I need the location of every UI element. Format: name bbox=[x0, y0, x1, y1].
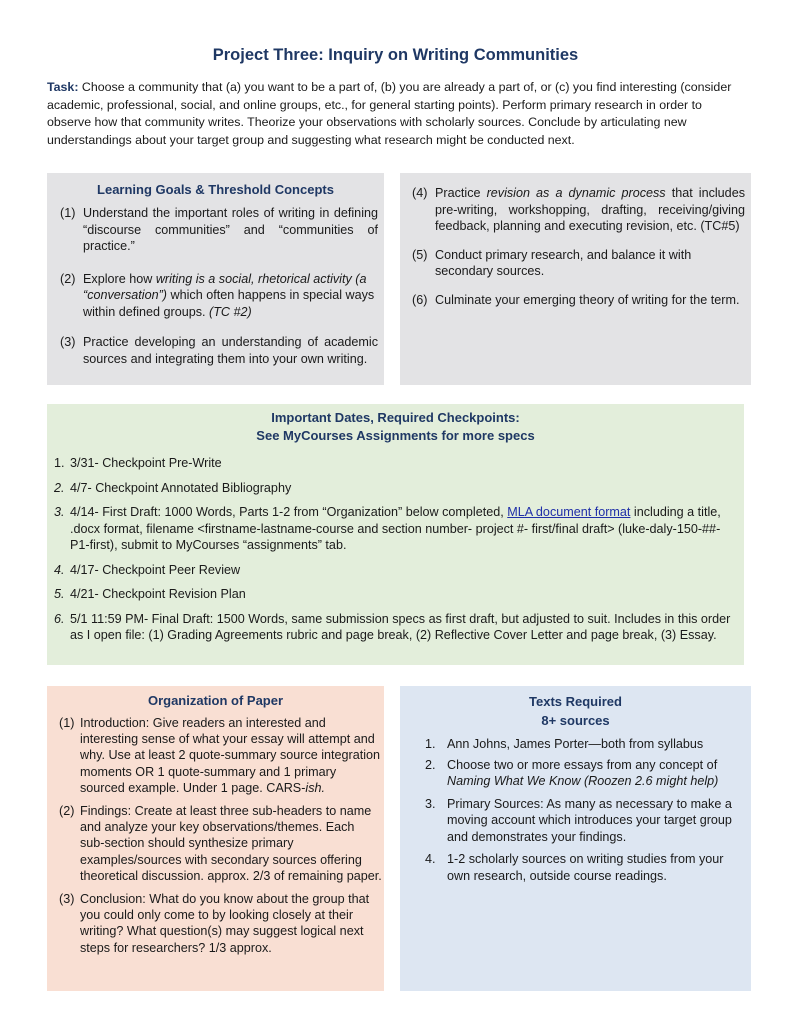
text-item-3: 3. Primary Sources: As many as necessary to make a moving account which introduces your target group and demonstrates your findings. bbox=[425, 796, 732, 844]
dates-heading: Important Dates, Required Checkpoints: bbox=[271, 410, 520, 425]
goal-6: (6) Culminate your emerging theory of writing for the term. bbox=[412, 292, 740, 307]
goal-3: (3) Practice developing an understanding of academic sources and integrating them into your own writing. bbox=[60, 335, 378, 366]
text-item-2: 2. Choose two or more essays from any concept of Naming What We Know (Roozen 2.6 might help) bbox=[425, 757, 719, 788]
organization-heading: Organization of Paper bbox=[147, 693, 284, 708]
organization-item-1: (1) Introduction: Give readers an interested and interesting sense of what your essay will attempt and why. Use at least 2 quote-summary source integration moments OR 1 quote-summary and 1 primary sourced example. Under 1 page. CARS-ish. bbox=[59, 716, 381, 795]
date-item-2: 2. 4/7- Checkpoint Annotated Bibliography bbox=[54, 480, 292, 495]
date-item-4: 4. 4/17- Checkpoint Peer Review bbox=[54, 562, 241, 577]
goal-5: (5) Conduct primary research, and balance it with secondary sources. bbox=[412, 247, 692, 278]
organization-item-2: (2) Findings: Create at least three sub-headers to name and analyze your key observations/themes. Each sub-section should synthesize primary examples/sources with secondary sources offering theoretical discussion. approx. 2/3 of remaining paper. bbox=[59, 804, 382, 883]
date-item-5: 5. 4/21- Checkpoint Revision Plan bbox=[54, 587, 246, 601]
page-title: Project Three: Inquiry on Writing Communities bbox=[212, 46, 579, 64]
texts-subheading: 8+ sources bbox=[541, 713, 610, 728]
task-paragraph bbox=[47, 79, 747, 149]
organization-item-3: (3) Conclusion: What do you know about the group that you could only come to by looking closely at their writing? What question(s) may suggest logical next steps for researchers? 1/3 approx. bbox=[59, 892, 370, 955]
text-item-1: 1. Ann Johns, James Porter—both from syllabus bbox=[425, 737, 704, 751]
date-item-3: 3. 4/14- First Draft: 1000 Words, Parts 1-2 from “Organization” below completed, MLA document format including a title, .docx format, filename <firstname-lastname-course and section number- project #- first/final draft> (luke-daly-150-##-P1-first), submit to MyCourses “assignments” tab. bbox=[54, 505, 721, 552]
goal-4: (4) Practice revision as a dynamic process that includes pre-writing, workshopping, drafting, receiving/giving feedback, planning and executing revision, etc. (TC#5) bbox=[412, 186, 745, 233]
text-item-4: 4. 1-2 scholarly sources on writing studies from your own research, outside course readings. bbox=[425, 852, 724, 883]
organization-box bbox=[47, 686, 384, 991]
learning-goals-continued-box bbox=[400, 173, 751, 385]
date-item-6: 6. 5/1 11:59 PM- Final Draft: 1500 Words, same submission specs as first draft, but adjusted to suit. Includes in this order as I open file: (1) Grading Agreements rubric and page break, (2) Reflective Cover Letter and page break, (3) Essay. bbox=[54, 611, 731, 642]
learning-goals-heading: Learning Goals & Threshold Concepts bbox=[97, 182, 334, 197]
goal-2: (2) Explore how writing is a social, rhetorical activity (a “conversation”) which often happens in special ways within defined groups. (TC #2) bbox=[60, 271, 375, 319]
important-dates-box bbox=[47, 404, 744, 665]
mla-format-link[interactable]: MLA document format bbox=[507, 505, 631, 519]
date-item-1: 1. 3/31- Checkpoint Pre-Write bbox=[54, 456, 222, 470]
task-text: Choose a community that (a) you want to be a part of, (b) you are already a part of, or (c) you find interesting (consider academic, professional, social, and online groups, etc., for general starting points). Perform primary research in order to observe how that community writes. Theorize your observations with scholarly sources. Conclude by articulating new understandings about your target group and suggesting what research might be conducted next. bbox=[47, 80, 732, 147]
texts-required-box bbox=[400, 686, 751, 991]
goal-1: (1) Understand the important roles of writing in defining “discourse communities” and “communities of practice.” bbox=[60, 206, 378, 253]
dates-subheading: See MyCourses Assignments for more specs bbox=[256, 428, 535, 443]
texts-heading: Texts Required bbox=[529, 694, 622, 709]
learning-goals-box bbox=[47, 173, 384, 385]
task-label: Task: bbox=[47, 80, 79, 94]
